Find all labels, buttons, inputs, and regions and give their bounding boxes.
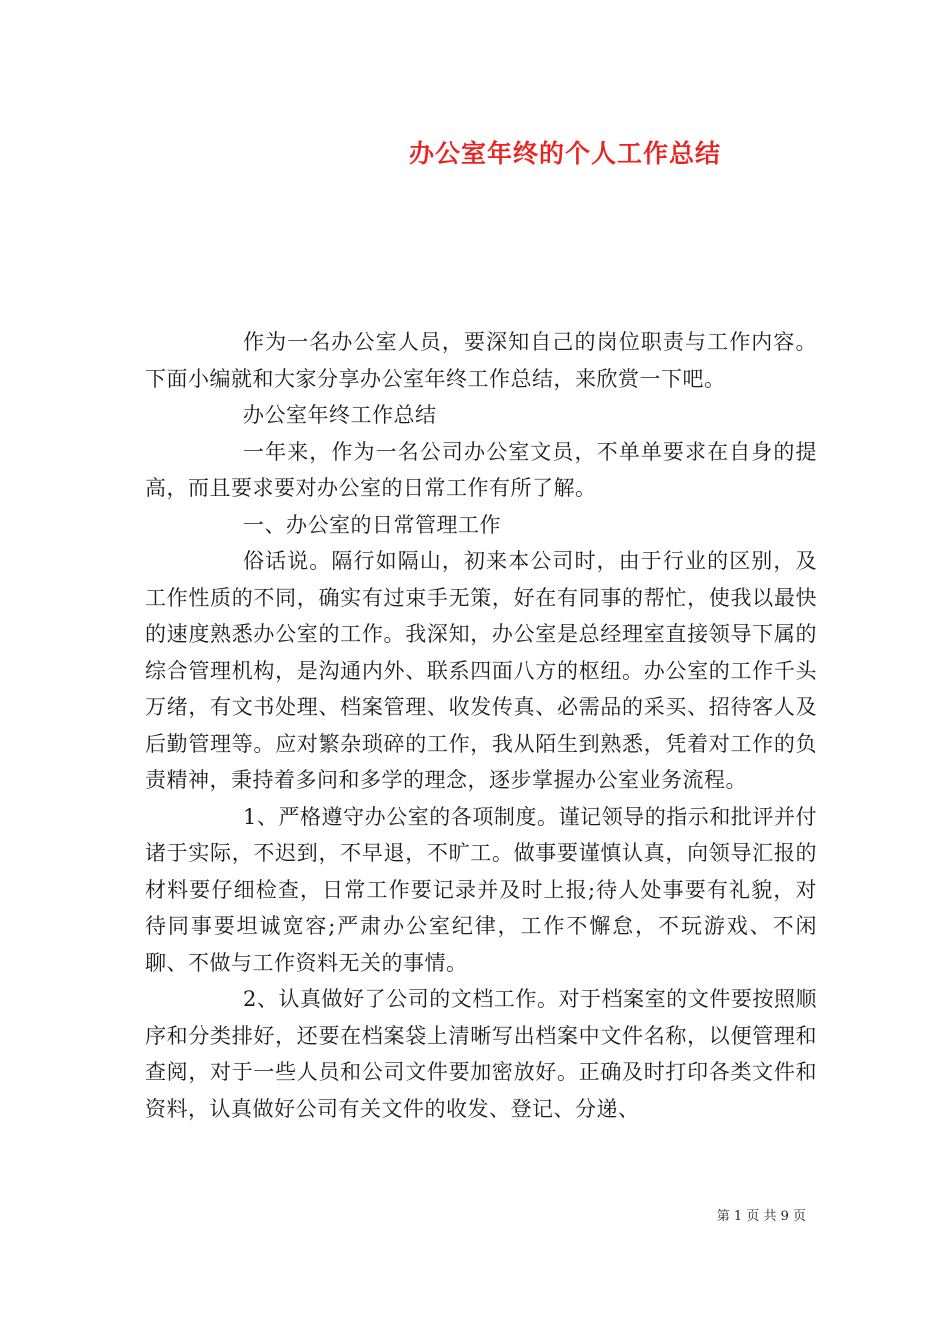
- document-title: 办公室年终的个人工作总结: [408, 139, 721, 168]
- overview-paragraph: 一年来，作为一名公司办公室文员，不单单要求在自身的提高，而且要求要对办公室的日常工作有所了解。: [145, 439, 817, 500]
- document-body: [145, 324, 817, 1127]
- item-1-paragraph: 1、严格遵守办公室的各项制度。谨记领导的指示和批评并付诸于实际，不迟到，不早退，不旷工。做事要谨慎认真，向领导汇报的材料要仔细检查，日常工作要记录并及时上报;待人处事要有礼貌，对待同事要坦诚宽容;严肃办公室纪律，工作不懈怠，不玩游戏、不闲聊、不做与工作资料无关的事情。: [145, 804, 817, 975]
- item-2-paragraph: 2、认真做好了公司的文档工作。对于档案室的文件要按照顺序和分类排好，还要在档案袋上清晰写出档案中文件名称，以便管理和查阅，对于一些人员和公司文件要加密放好。正确及时打印各类文件和资料，认真做好公司有关文件的收发、登记、分递、: [145, 987, 817, 1121]
- section-subtitle: 办公室年终工作总结: [243, 403, 437, 427]
- intro-paragraph: 作为一名办公室人员，要深知自己的岗位职责与工作内容。下面小编就和大家分享办公室年终工作总结，来欣赏一下吧。: [145, 330, 817, 391]
- page-number-footer: 第 1 页 共 9 页: [716, 1209, 806, 1224]
- daily-management-paragraph: 俗话说。隔行如隔山，初来本公司时，由于行业的区别，及工作性质的不同，确实有过束手无策，好在有同事的帮忙，使我以最快的速度熟悉办公室的工作。我深知，办公室是总经理室直接领导下属的综合管理机构，是沟通内外、联系四面八方的枢纽。办公室的工作千头万绪，有文书处理、档案管理、收发传真、必需品的采买、招待客人及后勤管理等。应对繁杂琐碎的工作，我从陌生到熟悉，凭着对工作的负责精神，秉持着多问和多学的理念，逐步掌握办公室业务流程。: [145, 549, 817, 792]
- section-heading-1: 一、办公室的日常管理工作: [243, 512, 501, 537]
